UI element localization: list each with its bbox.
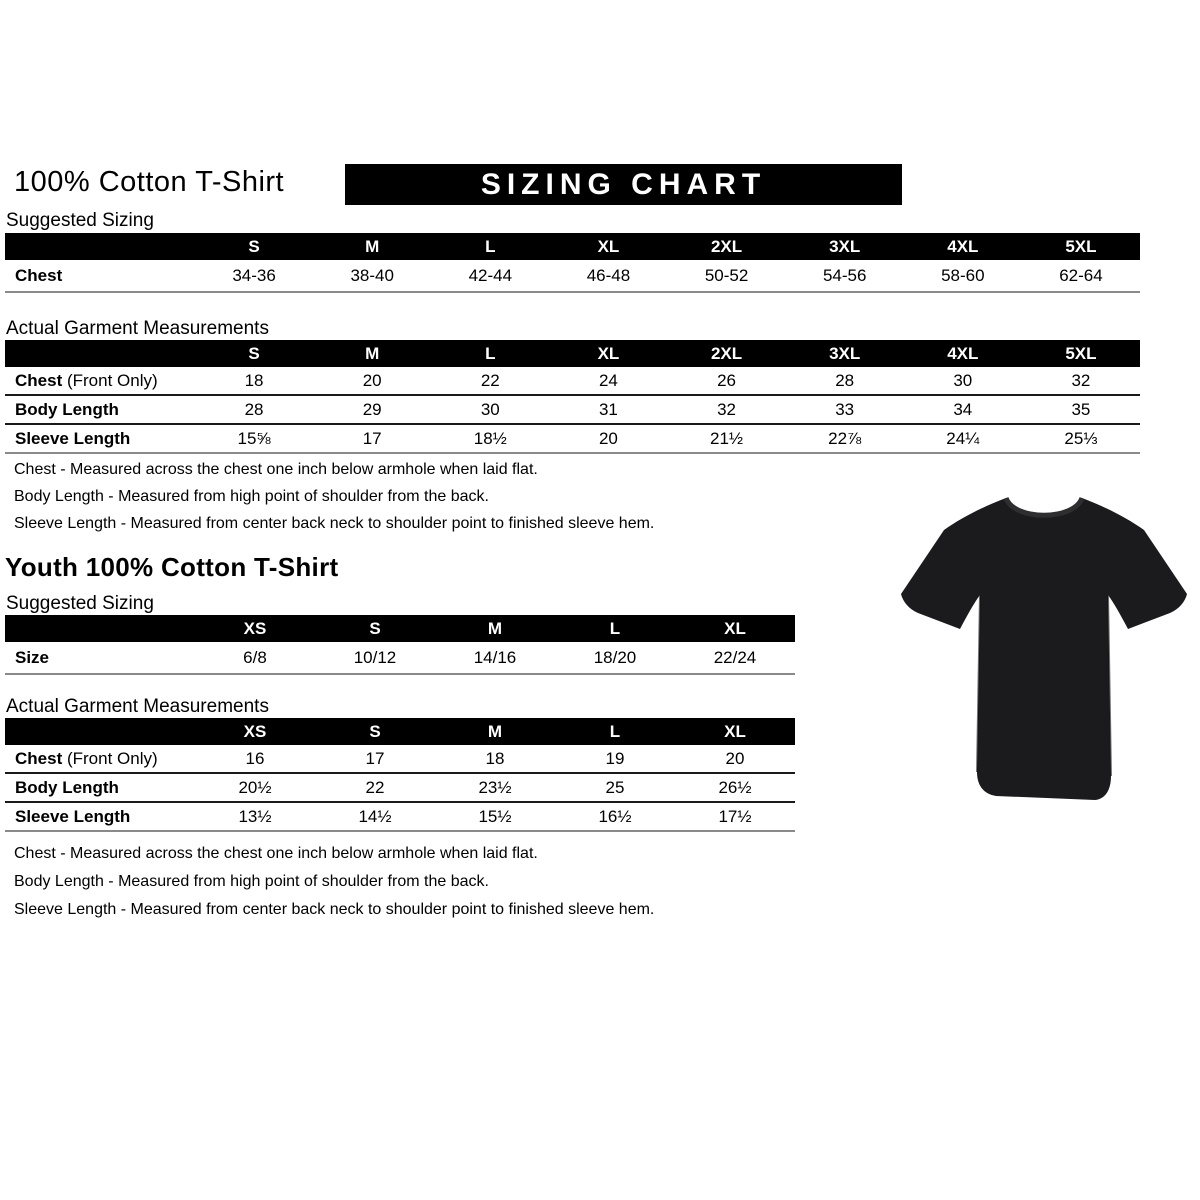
row-label: Chest: [15, 265, 63, 285]
table-cell: 28: [835, 370, 855, 390]
table-cell: 23½: [478, 777, 512, 797]
measurement-note: Body Length - Measured from high point of shoulder from the back.: [14, 488, 489, 505]
table-cell: 30: [953, 370, 973, 390]
table-cell: 22/24: [713, 647, 757, 667]
youth-suggested-heading: Suggested Sizing: [6, 593, 154, 614]
adult-actual-table: [5, 340, 1140, 454]
table-cell: 10/12: [353, 647, 397, 667]
size-header: 4XL: [947, 343, 979, 363]
table-row: [5, 774, 795, 803]
table-cell: 15½: [478, 806, 512, 826]
youth-actual-table: [5, 718, 795, 832]
size-header: S: [248, 236, 260, 256]
table-cell: 20: [362, 370, 382, 390]
table-cell: 13½: [238, 806, 272, 826]
table-cell: 16½: [598, 806, 632, 826]
table-cell: 30: [480, 399, 500, 419]
table-row: [5, 642, 795, 675]
table-cell: 34-36: [232, 265, 276, 285]
size-header: 5XL: [1065, 236, 1097, 256]
table-cell: 35: [1071, 399, 1091, 419]
size-header: XL: [597, 343, 620, 363]
size-header: M: [365, 236, 380, 256]
table-cell: 22: [480, 370, 500, 390]
table-row: [5, 396, 1140, 425]
row-label: Body Length: [15, 777, 119, 797]
size-header: XS: [243, 721, 267, 741]
youth-title: Youth 100% Cotton T-Shirt: [5, 552, 339, 582]
measurement-note: Body Length - Measured from high point of shoulder from the back.: [14, 873, 489, 890]
table-cell: 16: [245, 748, 265, 768]
row-label-suffix: (Front Only): [62, 748, 158, 768]
table-cell: 32: [1071, 370, 1091, 390]
table-cell: 21½: [710, 428, 744, 448]
table-row: [5, 367, 1140, 396]
row-label: [5, 749, 195, 769]
table-cell: 62-64: [1059, 265, 1103, 285]
measurement-note: Sleeve Length - Measured from center back neck to shoulder point to finished sleeve hem.: [14, 515, 655, 532]
table-cell: 58-60: [941, 265, 985, 285]
row-label-main: Chest: [15, 370, 63, 390]
table-cell: 42-44: [468, 265, 513, 285]
table-cell: 26: [717, 370, 737, 390]
size-header: S: [248, 343, 260, 363]
table-cell: 24: [598, 370, 618, 390]
table-row: [5, 803, 795, 832]
youth-actual-heading: Actual Garment Measurements: [6, 696, 269, 717]
table-cell: 34: [953, 399, 973, 419]
size-header: M: [365, 343, 380, 363]
row-label-main: Chest: [15, 748, 63, 768]
table-cell: 29: [362, 399, 382, 419]
measurement-note: Chest - Measured across the chest one inch below armhole when laid flat.: [14, 845, 538, 862]
table-header-row: [5, 718, 795, 745]
table-cell: 6/8: [243, 647, 267, 667]
size-header: L: [485, 236, 496, 256]
tshirt-image: [893, 474, 1193, 826]
size-header: XL: [724, 618, 746, 638]
adult-suggested-heading: Suggested Sizing: [6, 210, 154, 231]
table-cell: 32: [717, 399, 737, 419]
table-cell: 26½: [718, 777, 752, 797]
size-header: L: [609, 618, 621, 638]
adult-actual-heading: Actual Garment Measurements: [6, 318, 269, 339]
table-cell: 46-48: [586, 265, 631, 285]
table-cell: 20: [598, 428, 618, 448]
table-cell: 31: [598, 399, 618, 419]
row-label: Sleeve Length: [15, 806, 131, 826]
table-cell: 28: [244, 399, 264, 419]
table-cell: 14½: [358, 806, 392, 826]
sizing-chart-banner: SIZING CHART: [345, 164, 902, 205]
table-row: [5, 745, 795, 774]
table-cell: 19: [605, 748, 625, 768]
size-header: XS: [243, 618, 267, 638]
row-label: Sleeve Length: [15, 428, 131, 448]
tshirt-graphic: [893, 474, 1193, 826]
table-cell: 25: [605, 777, 625, 797]
measurement-note: Sleeve Length - Measured from center back neck to shoulder point to finished sleeve hem.: [14, 901, 655, 918]
size-header: 2XL: [710, 343, 743, 363]
table-row: [5, 260, 1140, 293]
size-header: M: [487, 618, 503, 638]
size-header: XL: [597, 236, 620, 256]
table-cell: 25⅓: [1064, 428, 1098, 448]
row-label-suffix: (Front Only): [62, 370, 158, 390]
table-cell: 22⅞: [828, 428, 862, 448]
table-cell: 15⅝: [237, 428, 271, 448]
table-cell: 22: [365, 777, 385, 797]
measurement-note: Chest - Measured across the chest one inch below armhole when laid flat.: [14, 461, 538, 478]
table-header-row: [5, 615, 795, 642]
page-title: 100% Cotton T-Shirt: [14, 166, 285, 198]
table-cell: 17: [362, 428, 382, 448]
table-cell: 54-56: [822, 265, 867, 285]
size-header: 3XL: [829, 343, 861, 363]
size-header: 3XL: [829, 236, 861, 256]
table-cell: 18/20: [593, 647, 637, 667]
size-header: M: [487, 721, 503, 741]
table-cell: 24¼: [946, 428, 980, 448]
table-cell: 17½: [718, 806, 752, 826]
size-header: S: [369, 618, 381, 638]
size-header: L: [609, 721, 621, 741]
table-header-row: [5, 340, 1140, 367]
table-row: [5, 425, 1140, 454]
table-cell: 38-40: [350, 265, 394, 285]
table-cell: 18: [485, 748, 505, 768]
table-cell: 17: [365, 748, 385, 768]
table-cell: 20½: [238, 777, 272, 797]
row-label: [5, 371, 195, 391]
table-cell: 18½: [473, 428, 507, 448]
size-header: 4XL: [947, 236, 979, 256]
size-header: 5XL: [1065, 343, 1097, 363]
table-cell: 33: [835, 399, 855, 419]
row-label: Body Length: [15, 399, 119, 419]
size-header: L: [485, 343, 496, 363]
table-cell: 50-52: [704, 265, 749, 285]
size-header: 2XL: [710, 236, 743, 256]
table-cell: 20: [725, 748, 745, 768]
table-cell: 14/16: [473, 647, 517, 667]
adult-suggested-table: [5, 233, 1140, 293]
row-label: Size: [15, 647, 50, 667]
size-header: S: [369, 721, 381, 741]
table-header-row: [5, 233, 1140, 260]
size-header: XL: [724, 721, 746, 741]
youth-suggested-table: [5, 615, 795, 675]
table-cell: 18: [244, 370, 264, 390]
